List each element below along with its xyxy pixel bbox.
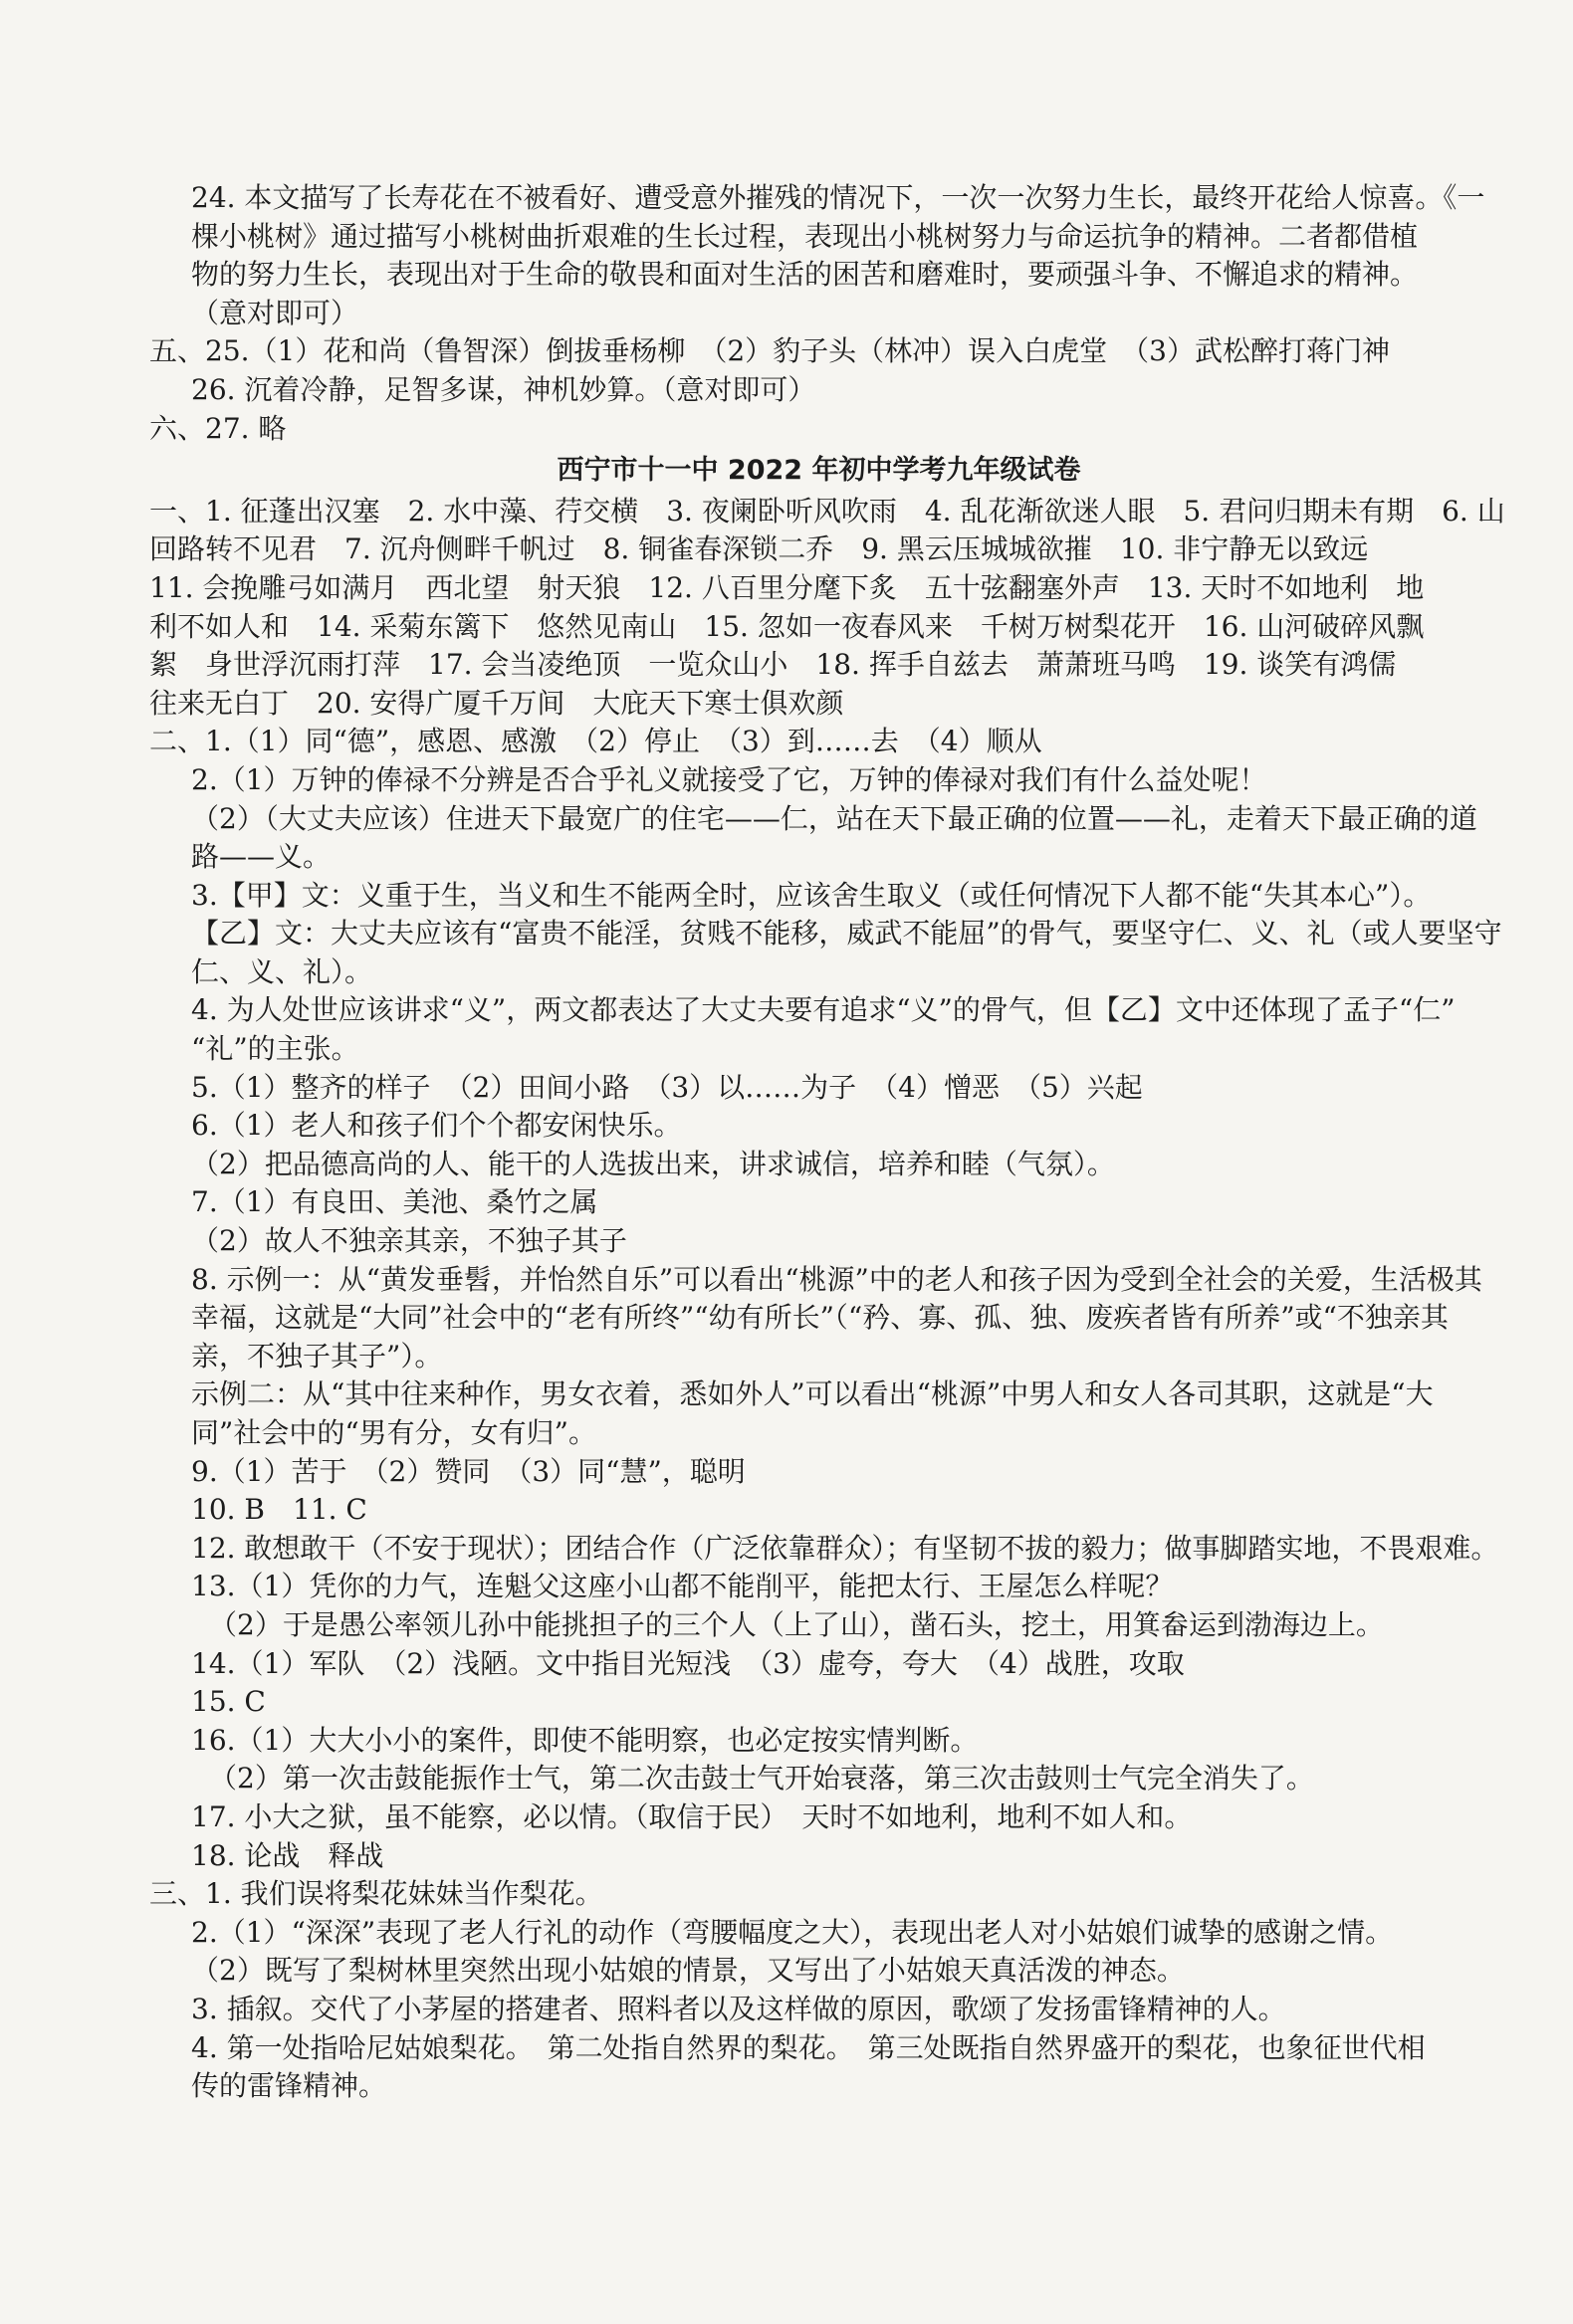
answer-line: 3.【甲】文：义重于生，当义和生不能两全时，应该舍生取义（或任何情况下人都不能“失其本心”）。 [191, 878, 1432, 912]
answer-line: 9.（1）苦于 （2）赞同 （3）同“慧”，聪明 [191, 1454, 746, 1488]
answer-line: （2）把品德高尚的人、能干的人选拔出来，讲求诚信，培养和睦（气氛）。 [191, 1147, 1115, 1180]
answer-line: 26. 沉着冷静，足智多谋，神机妙算。（意对即可） [191, 372, 816, 406]
answer-line: （2）（大丈夫应该）住进天下最宽广的住宅——仁，站在天下最正确的位置——礼，走着天下最正确的道 [191, 801, 1477, 835]
answer-line: 18. 论战 释战 [191, 1838, 384, 1872]
answer-line: 同”社会中的“男有分，女有归”。 [191, 1416, 596, 1449]
answer-line: 4. 第一处指哈尼姑娘梨花。 第二处指自然界的梨花。 第三处既指自然界盛开的梨花，也象征世代相 [191, 2030, 1426, 2064]
answer-line: 亲，不独子其子”）。 [191, 1339, 443, 1373]
answer-line: 物的努力生长，表现出对于生命的敬畏和面对生活的困苦和磨难时，要顽强斗争、不懈追求的精神。 [191, 258, 1419, 292]
answer-line: 5.（1）整齐的样子 （2）田间小路 （3）以……为子 （4）憎恶 （5）兴起 [191, 1070, 1143, 1104]
answer-line: “礼”的主张。 [191, 1032, 359, 1066]
answer-line: （2）既写了梨树林里突然出现小姑娘的情景，又写出了小姑娘天真活泼的神态。 [191, 1954, 1185, 1988]
section-line: 一、1. 征蓬出汉塞 2. 水中藻、荇交横 3. 夜阑卧听风吹雨 4. 乱花渐欲迷人眼 5. 君问归期未有期 6. 山 [149, 494, 1505, 528]
answer-line: 10. B 11. C [191, 1493, 367, 1527]
answer-line: 15. C [191, 1685, 266, 1719]
answer-line: 16.（1）大大小小的案件，即使不能明察，也必定按实情判断。 [191, 1723, 979, 1757]
answer-line: （意对即可） [191, 296, 359, 329]
answer-line: 6.（1）老人和孩子们个个都安闲快乐。 [191, 1109, 682, 1143]
answer-line: 14.（1）军队 （2）浅陋。文中指目光短浅 （3）虚夸，夸大 （4）战胜，攻取 [191, 1646, 1185, 1680]
answer-line: 17. 小大之狱，虽不能察，必以情。（取信于民） 天时不如地利，地利不如人和。 [191, 1799, 1193, 1833]
answer-line: （2）第一次击鼓能振作士气，第二次击鼓士气开始衰落，第三次击鼓则士气完全消失了。 [209, 1762, 1314, 1796]
answer-line: 2.（1）“深深”表现了老人行礼的动作（弯腰幅度之大），表现出老人对小姑娘们诚挚的感谢之情。 [191, 1915, 1394, 1949]
section-line: 回路转不见君 7. 沉舟侧畔千帆过 8. 铜雀春深锁二乔 9. 黑云压城城欲摧 10. 非宁静无以致远 [149, 532, 1369, 566]
answer-key-page [149, 179, 1505, 2106]
section-line: 三、1. 我们误将梨花妹妹当作梨花。 [149, 1877, 603, 1911]
answer-line: 传的雷锋精神。 [191, 2069, 387, 2103]
section-title: 西宁市十一中 2022 年初中学考九年级试卷 [557, 455, 1081, 487]
section-line: 利不如人和 14. 采菊东篱下 悠然见南山 15. 忽如一夜春风来 千树万树梨花开 16. 山河破碎风飘 [149, 609, 1425, 643]
answer-line: 8. 示例一：从“黄发垂髫，并怡然自乐”可以看出“桃源”中的老人和孩子因为受到全社会的关爱，生活极其 [191, 1262, 1482, 1296]
answer-line: 12. 敢想敢干（不安于现状）；团结合作（广泛依靠群众）；有坚韧不拔的毅力；做事脚踏实地，不畏艰难。 [191, 1531, 1499, 1565]
answer-line: 13.（1）凭你的力气，连魁父这座小山都不能削平，能把太行、王屋怎么样呢？ [191, 1570, 1174, 1603]
section-line: 絮 身世浮沉雨打萍 17. 会当凌绝顶 一览众山小 18. 挥手自兹去 萧萧班马鸣 19. 谈笑有鸿儒 [149, 648, 1397, 682]
section-line: 五、25.（1）花和尚（鲁智深）倒拔垂杨柳 （2）豹子头（林冲）误入白虎堂 （3）武松醉打蒋门神 [149, 334, 1390, 368]
answer-line: 24. 本文描写了长寿花在不被看好、遭受意外摧残的情况下，一次一次努力生长，最终开花给人惊喜。《一 [191, 181, 1485, 214]
section-line: 往来无白丁 20. 安得广厦千万间 大庇天下寒士俱欢颜 [149, 686, 844, 720]
answer-line: 路——义。 [191, 840, 332, 874]
answer-line: （2）故人不独亲其亲，不独子其子 [191, 1224, 627, 1258]
answer-line: （2）于是愚公率领儿孙中能挑担子的三个人（上了山），凿石头，挖土，用箕畚运到渤海边上。 [209, 1607, 1384, 1641]
answer-line: 3. 插叙。交代了小茅屋的搭建者、照料者以及这样做的原因，歌颂了发扬雷锋精神的人。 [191, 1992, 1286, 2025]
answer-line: 仁、义、礼）。 [191, 954, 373, 988]
answer-line: 棵小桃树》通过描写小桃树曲折艰难的生长过程，表现出小桃树努力与命运抗争的精神。二者都借植 [191, 219, 1419, 253]
section-line: 二、1.（1）同“德”，感恩、感激 （2）停止 （3）到……去 （4）顺从 [149, 725, 1042, 758]
answer-line: 【乙】文：大丈夫应该有“富贵不能淫，贫贱不能移，威武不能屈”的骨气，要坚守仁、义、礼（或人要坚守 [191, 917, 1502, 951]
answer-line: 4. 为人处世应该讲求“义”，两文都表达了大丈夫要有追求“义”的骨气，但【乙】文中还体现了孟子“仁” [191, 993, 1456, 1027]
answer-line: 示例二：从“其中往来种作，男女衣着，悉如外人”可以看出“桃源”中男人和女人各司其职，这就是“大 [191, 1377, 1434, 1411]
section-line: 11. 会挽雕弓如满月 西北望 射天狼 12. 八百里分麾下炙 五十弦翻塞外声 13. 天时不如地利 地 [149, 570, 1425, 604]
section-line: 六、27. 略 [149, 411, 287, 445]
answer-line: 2.（1）万钟的俸禄不分辨是否合乎礼义就接受了它，万钟的俸禄对我们有什么益处呢！ [191, 762, 1267, 796]
answer-line: 幸福，这就是“大同”社会中的“老有所终”“幼有所长”（“矜、寡、孤、独、废疾者皆有所养”或“不独亲其 [191, 1301, 1449, 1335]
answer-line: 7.（1）有良田、美池、桑竹之属 [191, 1185, 598, 1219]
